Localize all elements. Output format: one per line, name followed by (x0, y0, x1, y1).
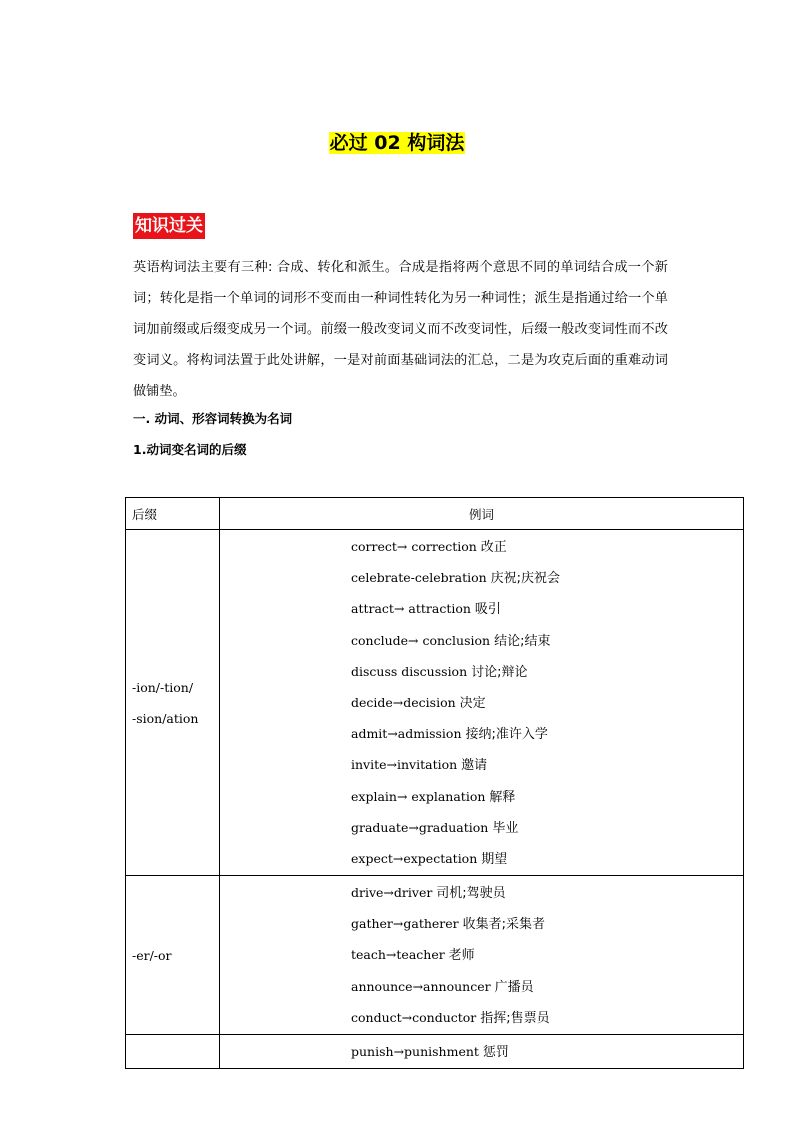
example-chinese: 广播员 (494, 979, 534, 995)
example-word (351, 749, 743, 780)
examples-cell (220, 530, 744, 876)
example-word (351, 1002, 743, 1033)
example-word (351, 1036, 743, 1067)
example-word (351, 656, 743, 687)
example-word (351, 971, 743, 1002)
example-english: punish→punishment (351, 1044, 483, 1059)
heading-verb-to-noun-suffix: 1.动词变名词的后缀 (133, 442, 247, 457)
example-chinese: 毕业 (492, 820, 519, 836)
suffix-label: -er/-or (132, 947, 172, 963)
example-word (351, 812, 743, 843)
example-chinese: 吸引 (474, 602, 501, 618)
examples-cell (220, 1035, 744, 1069)
example-english: teach→teacher (351, 947, 449, 963)
example-chinese: 改正 (480, 540, 507, 555)
example-word (351, 877, 743, 908)
example-english: discuss discussion (351, 663, 472, 679)
example-chinese: 讨论;辩论 (471, 664, 528, 680)
example-english: graduate→graduation (351, 819, 493, 835)
example-chinese: 惩罚 (482, 1045, 509, 1060)
example-english: gather→gatherer (351, 916, 463, 932)
example-chinese: 期望 (481, 851, 508, 867)
example-word (351, 781, 743, 812)
suffix-table (125, 497, 744, 1069)
example-word (351, 843, 743, 874)
example-english: invite→invitation (351, 757, 462, 773)
section-tag: 知识过关 (133, 213, 205, 239)
intro-paragraph: 英语构词法主要有三种: 合成、转化和派生。合成是指将两个意思不同的单词结合成一个新词；转化是指一个单词的词形不变而由一种词性转化为另一种词性；派生是指通过给一个单词加前缀或后缀变成另一个词。前缀一般改变词义而不改变词性，后缀一般改变词性而不改变词义。将构词法置于此处讲解，一是对前面基础词法的汇总，二是为攻克后面的重难动词做铺垫。 (133, 260, 668, 399)
page-title-text: 必过 02 构词法 (329, 132, 465, 154)
suffix-cell (126, 530, 220, 876)
example-chinese: 收集者;采集者 (462, 917, 546, 933)
heading-verb-adj-to-noun: 一. 动词、形容词转换为名词 (133, 411, 293, 426)
suffix-label: -sion/ation (132, 710, 199, 726)
example-english: conduct→conductor (351, 1009, 481, 1025)
example-english: admit→admission (351, 726, 466, 742)
example-english: announce→announcer (351, 978, 495, 994)
table-header-row (126, 498, 744, 530)
suffix-cell (126, 876, 220, 1035)
example-chinese: 解释 (489, 789, 516, 805)
example-english: explain→ explanation (351, 788, 490, 804)
example-english: expect→expectation (351, 850, 482, 866)
example-chinese: 决定 (459, 695, 486, 711)
example-english: drive→driver (351, 885, 437, 901)
example-chinese: 指挥;售票员 (480, 1010, 550, 1026)
example-chinese: 庆祝;庆祝会 (490, 571, 561, 587)
example-word (351, 687, 743, 718)
example-word (351, 908, 743, 939)
example-word (351, 718, 743, 749)
table-body (126, 530, 744, 1069)
example-chinese: 老师 (448, 948, 475, 964)
example-english: conclude→ conclusion (351, 632, 495, 648)
table-row (126, 876, 744, 1035)
suffix-label: -ion/-tion/ (132, 679, 194, 695)
example-english: correct→ correction (351, 539, 481, 554)
example-english: celebrate-celebration (351, 570, 491, 586)
example-chinese: 接纳;准许入学 (465, 727, 548, 743)
example-english: attract→ attraction (351, 601, 475, 617)
example-word (351, 625, 743, 656)
examples-cell (220, 876, 744, 1035)
example-chinese: 结论;结束 (494, 633, 551, 649)
example-word (351, 593, 743, 624)
example-word (351, 939, 743, 970)
example-chinese: 邀请 (461, 758, 488, 774)
example-word (351, 562, 743, 593)
example-word (351, 531, 743, 562)
table-row (126, 530, 744, 876)
example-english: decide→decision (351, 694, 460, 710)
example-chinese: 司机;驾驶员 (436, 886, 506, 902)
table-row (126, 1035, 744, 1069)
page-title (0, 128, 794, 155)
header-suffix: 后缀 (126, 498, 220, 530)
suffix-cell (126, 1035, 220, 1069)
header-examples: 例词 (220, 498, 744, 530)
